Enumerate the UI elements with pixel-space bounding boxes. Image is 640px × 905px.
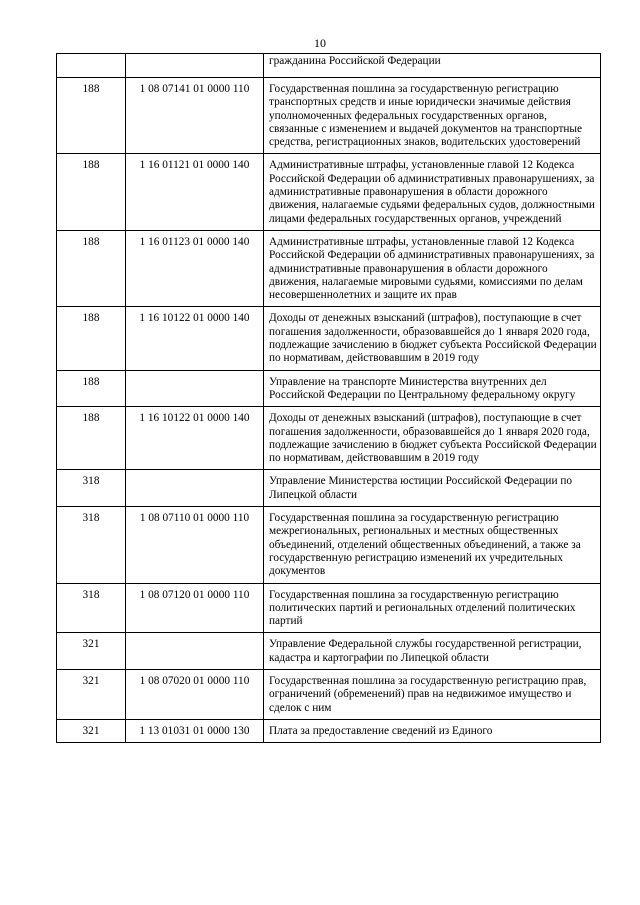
- table-row: [57, 54, 601, 78]
- description-cell: Административные штрафы, установленные главой 12 Кодекса Российской Федерации об административных правонарушениях, за административные правонарушения в области дорожного движения, налагаемые судьями федеральных судов, должностными лицами федеральных государственных органов, учреждений: [264, 154, 601, 230]
- table-row: [57, 507, 601, 583]
- budget-codes-table: [56, 53, 601, 743]
- admin-code-cell: 318: [57, 583, 126, 633]
- admin-code-cell: 318: [57, 507, 126, 583]
- table-row: [57, 470, 601, 507]
- kbk-code-cell: 1 16 10122 01 0000 140: [126, 407, 264, 470]
- table-row: [57, 78, 601, 154]
- kbk-code-cell: 1 08 07141 01 0000 110: [126, 78, 264, 154]
- description-cell: Управление Федеральной службы государственной регистрации, кадастра и картографии по Липецкой области: [264, 633, 601, 670]
- description-cell: Государственная пошлина за государственную регистрацию транспортных средств и иные юридически значимые действия уполномоченных федеральных государственных органов, связанные с изменением и выдачей документов на транспортные средства, регистрационных знаков, водительских удостоверений: [264, 78, 601, 154]
- kbk-code-cell: 1 08 07110 01 0000 110: [126, 507, 264, 583]
- admin-code-cell: 188: [57, 307, 126, 370]
- admin-code-cell: 188: [57, 370, 126, 407]
- admin-code-cell: 188: [57, 78, 126, 154]
- kbk-code-cell: 1 08 07020 01 0000 110: [126, 669, 264, 719]
- table-row: [57, 669, 601, 719]
- kbk-code-cell: 1 16 01121 01 0000 140: [126, 154, 264, 230]
- description-cell: Государственная пошлина за государственную регистрацию прав, ограничений (обременений) прав на недвижимое имущество и сделок с ним: [264, 669, 601, 719]
- kbk-code-cell: 1 13 01031 01 0000 130: [126, 719, 264, 742]
- kbk-code-cell: [126, 470, 264, 507]
- table-row: [57, 230, 601, 306]
- table-row: [57, 307, 601, 370]
- description-cell: Государственная пошлина за государственную регистрацию межрегиональных, региональных и местных общественных объединений, отделений общественных объединений, а также за государственную регистрацию изменений их учредительных документов: [264, 507, 601, 583]
- description-cell: Доходы от денежных взысканий (штрафов), поступающие в счет погашения задолженности, образовавшейся до 1 января 2020 года, подлежащие зачислению в бюджет субъекта Российской Федерации по нормативам, действовавшим в 2019 году: [264, 307, 601, 370]
- admin-code-cell: 321: [57, 669, 126, 719]
- description-cell: Административные штрафы, установленные главой 12 Кодекса Российской Федерации об административных правонарушениях, за административные правонарушения в области дорожного движения, налагаемые мировыми судьями, комиссиями по делам несовершеннолетних и защите их прав: [264, 230, 601, 306]
- admin-code-cell: 188: [57, 407, 126, 470]
- description-cell: гражданина Российской Федерации: [264, 54, 601, 78]
- table-row: [57, 583, 601, 633]
- description-cell: Управление Министерства юстиции Российской Федерации по Липецкой области: [264, 470, 601, 507]
- admin-code-cell: 321: [57, 719, 126, 742]
- kbk-code-cell: [126, 633, 264, 670]
- page-number: 10: [314, 36, 326, 50]
- table-row: [57, 370, 601, 407]
- description-cell: Государственная пошлина за государственную регистрацию политических партий и региональных отделений политических партий: [264, 583, 601, 633]
- kbk-code-cell: 1 16 10122 01 0000 140: [126, 307, 264, 370]
- admin-code-cell: 321: [57, 633, 126, 670]
- kbk-code-cell: [126, 54, 264, 78]
- table-row: [57, 719, 601, 742]
- description-cell: Плата за предоставление сведений из Единого: [264, 719, 601, 742]
- table-row: [57, 633, 601, 670]
- admin-code-cell: [57, 54, 126, 78]
- admin-code-cell: 188: [57, 154, 126, 230]
- admin-code-cell: 318: [57, 470, 126, 507]
- kbk-code-cell: 1 16 01123 01 0000 140: [126, 230, 264, 306]
- description-cell: Управление на транспорте Министерства внутренних дел Российской Федерации по Центральному федеральному округу: [264, 370, 601, 407]
- description-cell: Доходы от денежных взысканий (штрафов), поступающие в счет погашения задолженности, образовавшейся до 1 января 2020 года, подлежащие зачислению в бюджет субъекта Российской Федерации по нормативам, действовавшим в 2019 году: [264, 407, 601, 470]
- kbk-code-cell: 1 08 07120 01 0000 110: [126, 583, 264, 633]
- table-row: [57, 154, 601, 230]
- admin-code-cell: 188: [57, 230, 126, 306]
- kbk-code-cell: [126, 370, 264, 407]
- table-row: [57, 407, 601, 470]
